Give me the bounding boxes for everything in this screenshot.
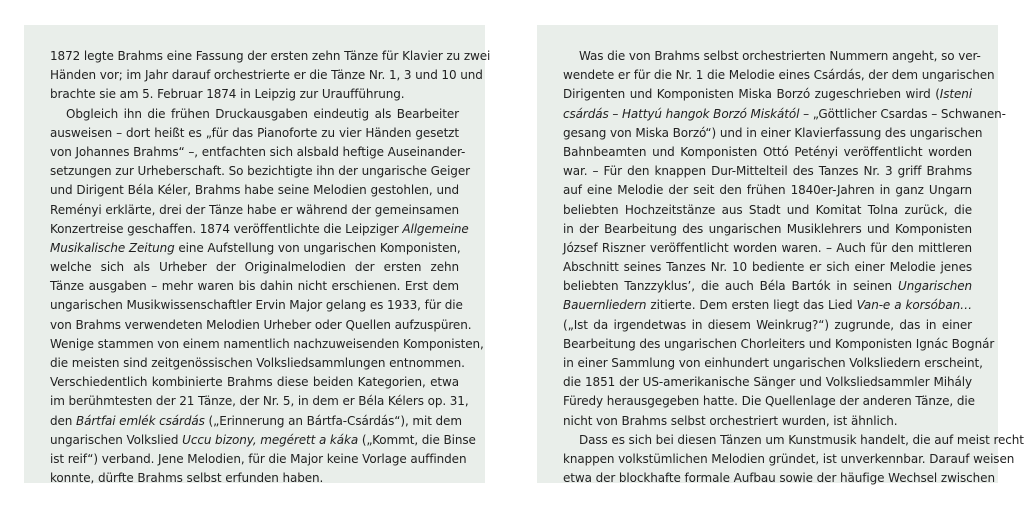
left-page bbox=[24, 25, 491, 486]
text-line: in der Bearbeitung des ungarischen Musiklehrers und Komponisten bbox=[563, 221, 972, 236]
text-line: welche sich als Urheber der Originalmelodien der ersten zehn bbox=[50, 260, 459, 275]
text-line: den Bártfai emlék csárdás („Erinnerung an Bártfa-Csárdás“), mit dem bbox=[50, 413, 462, 428]
text-line: von Brahms verwendeten Melodien Urheber oder Quellen aufzuspüren. bbox=[50, 317, 472, 332]
text-line: Bauernliedern zitierte. Dem ersten liegt das Lied Van-e a korsóban… bbox=[563, 298, 972, 313]
text-line: csárdás – Hattyú hangok Borzó Miskától – „Göttlicher Csardas – Schwanen- bbox=[563, 106, 1006, 121]
text-line: ausweisen – dort heißt es „für das Pianoforte zu vier Händen gesetzt bbox=[50, 125, 459, 140]
text-line: Obgleich ihn die frühen Druckausgaben eindeutig als Bearbeiter bbox=[66, 106, 459, 121]
text-line: Dirigenten und Komponisten Miska Borzó zugeschrieben wird (Isteni bbox=[563, 87, 972, 102]
text-line: Händen vor; im Jahr darauf orchestrierte er die Tänze Nr. 1, 3 und 10 und bbox=[50, 68, 483, 83]
text-line: Bahnbeamten und Komponisten Ottó Petényi veröffentlicht worden bbox=[563, 144, 972, 159]
text-line: Wenige stammen von einem namentlich nachzuweisenden Komponisten, bbox=[50, 336, 484, 351]
text-line: Musikalische Zeitung eine Aufstellung von ungarischen Komponisten, bbox=[50, 240, 461, 255]
right-page bbox=[537, 25, 1024, 486]
text-line: gesang von Miska Borzó“) und in einer Klavierfassung des ungarischen bbox=[563, 125, 983, 140]
text-line: die 1851 der US-amerikanische Sänger und Volksliedsammler Mihály bbox=[563, 375, 972, 390]
text-line: Bearbeitung des ungarischen Chorleiters und Komponisten Ignác Bognár bbox=[563, 336, 995, 351]
text-line: brachte sie am 5. Februar 1874 in Leipzig zur Uraufführung. bbox=[50, 87, 405, 102]
text-line: nicht von Brahms selbst orchestriert wurden, ist ähnlich. bbox=[563, 413, 898, 428]
text-line: die meisten sind zeitgenössischen Volksliedsammlungen entnommen. bbox=[50, 356, 465, 370]
text-line: ungarischen Volkslied Uccu bizony, megérett a káka („Kommt, die Binse bbox=[50, 432, 476, 447]
text-line: auf eine Melodie der seit den frühen 1840er-Jahren in ganz Ungarn bbox=[563, 183, 972, 198]
text-line: und Dirigent Béla Kéler, Brahms habe seine Melodien gestohlen, und bbox=[50, 183, 459, 198]
text-line: setzungen zur Urheberschaft. So bezichtigte ihn der ungarische Geiger bbox=[50, 164, 470, 179]
text-line: Dass es sich bei diesen Tänzen um Kunstmusik handelt, die auf meist recht bbox=[579, 432, 1024, 447]
text-line: Abschnitt seines Tanzes Nr. 10 bediente er sich einer Melodie jenes bbox=[563, 260, 972, 275]
text-line: („Ist da irgendetwas in diesem Weinkrug?“) zugrunde, das in einer bbox=[563, 317, 972, 332]
text-line: konnte, dürfte Brahms selbst erfunden haben. bbox=[50, 471, 324, 486]
text-line: Reményi erklärte, drei der Tänze habe er während der gemeinsamen bbox=[50, 202, 459, 217]
text-line: ist reif“) verband. Jene Melodien, für die Major keine Vorlage auffinden bbox=[50, 451, 467, 466]
text-line: beliebten Tanzzyklus’, die auch Béla Bartók in seinen Ungarischen bbox=[563, 279, 972, 294]
text-line: im berühmtesten der 21 Tänze, der Nr. 5, in dem er Béla Kélers op. 31, bbox=[50, 394, 469, 409]
text-line: 1872 legte Brahms eine Fassung der ersten zehn Tänze für Klavier zu zwei bbox=[50, 49, 491, 63]
text-line: beliebten Hochzeitstänze aus Stadt und Komitat Tolna zurück, die bbox=[563, 202, 972, 217]
text-line: wendete er für die Nr. 1 die Melodie eines Csárdás, der dem ungarischen bbox=[563, 68, 995, 83]
text-line: Füredy herausgegeben hatte. Die Quellenlage der anderen Tänze, die bbox=[563, 394, 975, 409]
text-line: József Riszner veröffentlicht worden waren. – Auch für den mittleren bbox=[563, 240, 972, 255]
text-line: Was die von Brahms selbst orchestrierten Nummern angeht, so ver- bbox=[579, 49, 981, 63]
text-line: Verschiedentlich kombinierte Brahms diese beiden Kategorien, etwa bbox=[50, 375, 459, 390]
text-line: Tänze ausgaben – mehr waren bis dahin nicht erschienen. Erst dem bbox=[50, 279, 459, 294]
text-line: Konzertreise geschaffen. 1874 veröffentlichte die Leipziger Allgemeine bbox=[50, 221, 469, 236]
text-line: von Johannes Brahms“ –, entfachten sich alsbald heftige Auseinander- bbox=[50, 144, 466, 159]
text-line: war. – Für den knappen Dur-Mittelteil des Tanzes Nr. 3 griff Brahms bbox=[563, 164, 972, 179]
text-line: knappen volkstümlichen Melodien gründet, ist unverkennbar. Darauf weisen bbox=[563, 451, 1015, 466]
text-line: in einer Sammlung von einhundert ungarischen Volksliedern erscheint, bbox=[563, 356, 983, 370]
text-line: etwa der blockhafte formale Aufbau sowie der häufige Wechsel zwischen bbox=[563, 471, 995, 486]
text-line: ungarischen Musikwissenschaftler Ervin Major gelang es 1933, für die bbox=[50, 298, 463, 313]
